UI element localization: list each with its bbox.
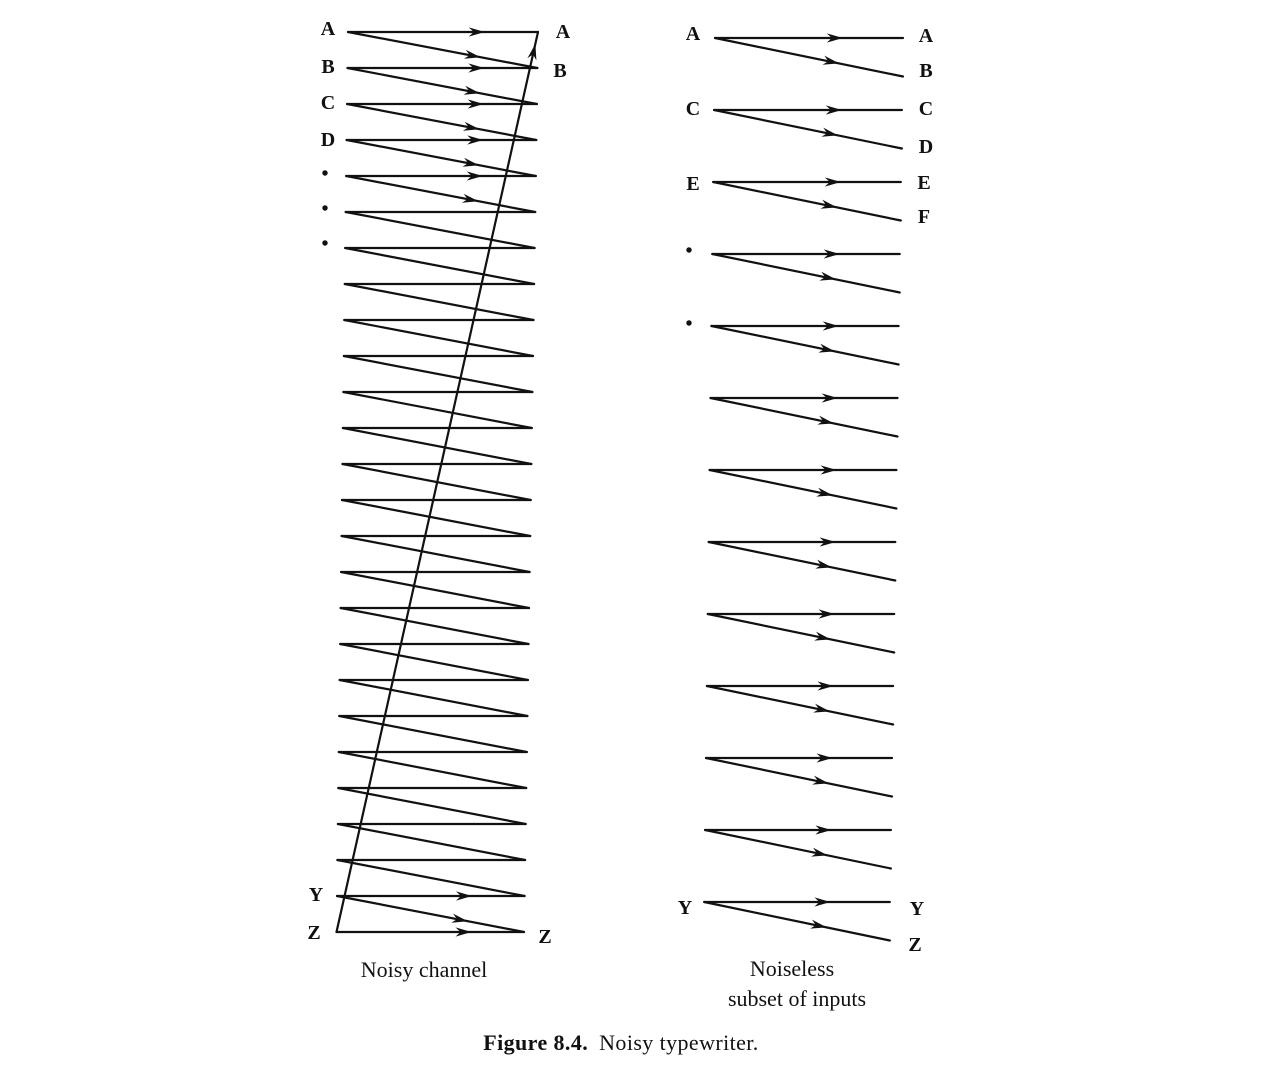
ellipsis-dot: •: [321, 163, 329, 185]
figure-number: Figure 8.4.: [483, 1030, 589, 1055]
input-label-a: A: [685, 23, 701, 45]
input-label-a: A: [320, 18, 336, 40]
output-label-e: E: [917, 172, 931, 194]
output-label-z: Z: [908, 934, 922, 956]
noisy-channel-caption: Noisy channel: [360, 957, 488, 982]
output-label-d: D: [918, 136, 934, 158]
input-label-b: B: [321, 56, 335, 78]
output-label-b: B: [919, 60, 933, 82]
ellipsis-dot: •: [685, 240, 693, 262]
input-label-c: C: [685, 98, 701, 120]
input-label-z: Z: [307, 922, 321, 944]
figure-title: Noisy typewriter.: [599, 1030, 759, 1055]
input-label-c: C: [320, 92, 336, 114]
output-label-a: A: [918, 25, 934, 47]
noiseless-caption-line2: subset of inputs: [727, 986, 867, 1011]
output-label-a: A: [555, 21, 571, 43]
input-label-e: E: [686, 173, 700, 195]
output-label-y: Y: [909, 898, 925, 920]
output-label-b: B: [553, 60, 567, 82]
ellipsis-dot: •: [685, 313, 693, 335]
noiseless-caption-line1: Noiseless: [749, 956, 835, 981]
input-label-d: D: [320, 129, 336, 151]
output-label-c: C: [918, 98, 934, 120]
figure-caption: [483, 1030, 758, 1055]
ellipsis-dot: •: [321, 198, 329, 220]
input-label-y: Y: [308, 884, 324, 906]
output-label-z: Z: [538, 926, 552, 948]
ellipsis-dot: •: [321, 233, 329, 255]
input-label-y: Y: [677, 897, 693, 919]
output-label-f: F: [917, 206, 931, 228]
